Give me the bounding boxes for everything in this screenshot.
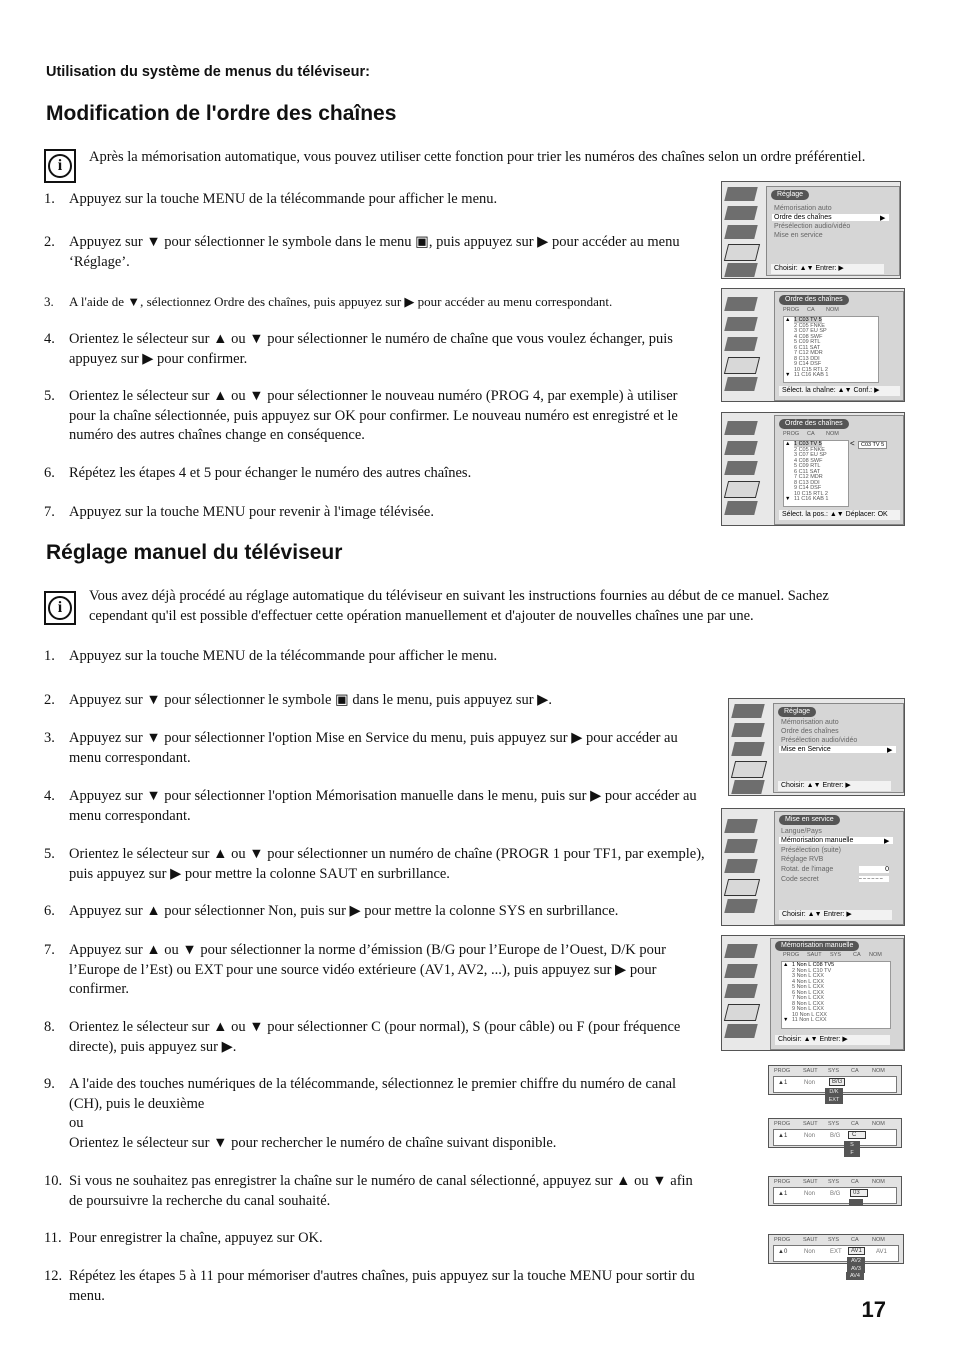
column-header: CA [851,1179,859,1185]
setup-tab-icon [731,761,767,778]
menu-tabs [724,415,760,523]
features-tab-icon [724,461,757,475]
picture-tab-icon [724,819,757,833]
table-row: 10 C15 RTL 2 [794,366,828,373]
table-row: 5 C09 RTL [794,339,821,345]
s2-step-4: 4. Appuyez sur ▼ pour sélectionner l'option Mémorisation manuelle dans le menu, puis sur ▶ pour accéder au menu correspondant. [44,788,697,824]
prog-value: ▲1 [778,1191,788,1197]
pointer-icon: < [850,439,855,448]
menu-item: Réglage RVB [781,856,824,863]
s2-step-1: 1. Appuyez sur la touche MENU de la télécommande pour afficher le menu. [44,648,498,664]
s1-step-5: 5. Orientez le sélecteur sur ▲ ou ▼ pour sélectionner le nouveau numéro (PROG 4, par exemple) à utiliser pour la chaîne sélectionnée, puis appuyez sur OK pour confirmer. Le nouveau numéro est enregistré et le numéro des autres chaînes change en conséquence. [44,388,678,443]
s1-step-7: 7. Appuyez sur la touche MENU pour revenir à l'image télévisée. [44,504,434,520]
s1-step-4: 4. Orientez le sélecteur sur ▲ ou ▼ pour sélectionner le numéro de chaîne que vous voulez échanger, puis appuyez sur ▶ pour confirmer. [44,331,673,367]
column-header: PROG [783,431,800,437]
menu-item: Présélection (suite) [781,847,841,854]
s2-step-9: 9. A l'aide des touches numériques de la télécommande, sélectionnez le premier chiffre du numéro de canal (CH), puis le deuxième ou Orientez le sélecteur sur ▼ pour rechercher le numéro de chaîne suivant disponible. [44,1076,677,1151]
column-header: PROG [774,1237,791,1243]
column-header: SYS [828,1068,840,1074]
section2-title: Réglage manuel du téléviseur [46,541,343,564]
arrow-down-icon: ▼ [785,496,791,502]
column-header: PROG [774,1068,791,1074]
menu-item: Présélection audio/vidéo [781,737,858,744]
av-option: AV2 [847,1257,865,1265]
prog-value: ▲0 [778,1249,788,1255]
menu-tabs [724,811,760,923]
section1-intro: Après la mémorisation automatique, vous pouvez utiliser cette fonction pour trier les numéros des chaînes selon un ordre préférentiel. [89,149,866,165]
menu-panel [774,291,904,401]
screen-reglage [721,181,901,279]
panel-footer: Sélect. la chaîne: ▲▼ Conf.: ▶ [779,386,900,396]
page-number: 17 [861,1297,886,1322]
panel-title: Mise en service [779,815,840,825]
channel-table [783,440,849,507]
screen-reglage-2 [728,698,905,796]
info-icon: i [44,149,76,183]
table-row: 5 C09 RTL [794,463,821,469]
channel-table [781,961,891,1029]
arrow-down-icon: ▼ [785,372,791,378]
screen-ordre-1 [721,288,905,402]
panel-title: Réglage [778,707,816,717]
menu-item-selected: Mise en Service [779,746,896,753]
column-header: CA [851,1121,859,1127]
sys-option: D/K [825,1088,843,1096]
sys-option: EXT [825,1096,843,1104]
table-row: 2 C05 FNKE [794,446,825,453]
arrow-right-icon: ▶ [880,215,886,222]
strip-row [773,1187,897,1204]
sound-tab-icon [724,206,757,220]
sys-value: B/G [830,1191,841,1197]
table-row: 3 C07 EU SP [794,452,827,458]
s2-step-3: 3. Appuyez sur ▼ pour sélectionner l'option Mise en Service du menu, puis appuyez sur ▶ pour accéder au menu correspondant. [44,730,678,766]
table-row: 1 Non L C08 TV5 [792,962,835,968]
moving-channel: C03 TV 5 [858,441,887,449]
section1-title: Modification de l'ordre des chaînes [46,102,397,125]
menu-item-selected: Ordre des chaînes [772,214,889,221]
info-icon: i [44,591,76,625]
sound-tab-icon [731,723,764,737]
column-header: SYS [830,952,842,958]
menu-item: Langue/Pays [781,828,822,835]
ca-value: C [848,1131,866,1139]
menu-panel [773,703,904,793]
menu-item-selected: Mémorisation manuelle [779,837,893,844]
features-tab-icon [724,859,757,873]
panel-title: Ordre des chaînes [779,419,849,429]
arrow-up-icon: ▲ [785,441,791,447]
prog-value: ▲1 [778,1133,788,1139]
screen-mise-en-service [721,808,905,926]
column-header: NOM [872,1179,885,1185]
panel-footer: Sélect. la pos.: ▲▼ Déplacer: OK [779,510,900,520]
saut-value: Non [804,1133,816,1139]
strip-channel-number [768,1176,902,1206]
teletext-tab-icon [724,1024,757,1038]
panel-title: Mémorisation manuelle [775,941,859,951]
menu-item: Code secret [781,876,819,883]
column-header: PROG [774,1179,791,1185]
column-header: CA [851,1237,859,1243]
sound-tab-icon [724,317,757,331]
saut-value: Non [804,1080,816,1086]
s1-step-3: 3. A l'aide de ▼, sélectionnez Ordre des chaînes, puis appuyez sur ▶ pour accéder au menu correspondant. [44,294,613,309]
table-row: 10 C15 RTL 2 [794,490,828,497]
ca-option: F [844,1149,860,1157]
table-row: 11 Non L CXX [792,1017,827,1023]
column-header: SYS [828,1121,840,1127]
column-header: CA [853,952,861,958]
setup-tab-icon [724,879,760,896]
table-row: 8 C13 DDI [794,355,820,362]
menu-panel [774,415,904,525]
menu-item: Mémorisation auto [781,719,839,726]
s2-step-8: 8. Orientez le sélecteur sur ▲ ou ▼ pour sélectionner C (pour normal), S (pour câble) ou F (pour fréquence directe), puis appuyez sur ▶. [44,1019,681,1055]
table-row: 6 C11 SAT [794,468,821,475]
panel-footer: Choisir: ▲▼ Entrer: ▶ [771,264,884,274]
table-row: 7 C12 MDR [794,474,823,480]
table-row: 9 C14 DSF [794,361,822,367]
column-header: CA [807,431,815,437]
sound-tab-icon [724,839,757,853]
table-row: 5 Non L CXX [792,984,824,990]
table-row: 4 Non L CXX [792,978,824,985]
table-row: 6 C11 SAT [794,344,821,351]
s1-step-6: 6. Répétez les étapes 4 et 5 pour échanger le numéro des autres chaînes. [44,465,472,481]
table-row: 8 C13 DDI [794,479,820,486]
picture-tab-icon [724,421,757,435]
s2-step-7: 7. Appuyez sur ▲ ou ▼ pour sélectionner la norme d’émission (B/G pour l’Europe de l’Ouest, D/K pour l’Europe de l’Est) ou EXT pour une source vidéo extérieure (AV1, AV2, ...), puis appuyez sur ▶ pour confirmer. [44,942,666,997]
column-header: NOM [872,1121,885,1127]
menu-item: Mise en service [774,232,823,239]
strip-av-selection [768,1234,904,1272]
menu-tabs [731,701,767,793]
sys-value: EXT [830,1249,842,1255]
table-row: 10 Non L CXX [792,1011,827,1018]
teletext-tab-icon [724,377,757,391]
table-row: 8 Non L CXX [792,1000,824,1007]
table-row: 11 C16 KAB 1 [794,372,829,378]
column-header: NOM [826,431,839,437]
rotation-value: 0 [859,866,889,873]
teletext-tab-icon [724,899,757,913]
code-value: – – – – – – [859,876,889,882]
sound-tab-icon [724,964,757,978]
screen-ordre-2 [721,412,905,526]
picture-tab-icon [724,297,757,311]
panel-footer: Choisir: ▲▼ Entrer: ▶ [779,910,892,920]
picture-tab-icon [724,187,757,201]
table-row: 9 C14 DSF [794,485,822,491]
column-header: SYS [828,1237,840,1243]
column-header: PROG [774,1121,791,1127]
section2-intro: Vous avez déjà procédé au réglage automatique du téléviseur en suivant les instructions fournies au début de ce manuel. Sachez cependant qu'il est possible d'effectuer cette opération manuellement et d'ajouter de nouvelles chaînes une par une. [89,588,829,624]
picture-tab-icon [724,944,757,958]
features-tab-icon [731,742,764,756]
prog-value: ▲1 [778,1080,788,1086]
teletext-tab-icon [724,263,757,277]
menu-item: Mémorisation auto [774,205,832,212]
setup-tab-icon [724,357,760,374]
ca-cursor [849,1199,863,1205]
menu-item: Ordre des chaînes [781,728,839,735]
channel-table [783,316,879,383]
screen-memorisation-manuelle [721,935,905,1051]
strip-row [773,1245,899,1262]
table-row: 4 C08 SWF [794,457,823,464]
column-header: PROG [783,307,800,313]
panel-footer: Choisir: ▲▼ Entrer: ▶ [775,1035,890,1045]
ca-value: AV1 [848,1247,865,1255]
s1-step-2: 2. Appuyez sur ▼ pour sélectionner le symbole dans le menu ▣, puis appuyez sur ▶ pour accéder au menu ‘Réglage’. [44,234,680,270]
picture-tab-icon [731,704,764,718]
arrow-right-icon: ▶ [884,838,890,845]
table-row: 1 C03 TV 5 [794,441,822,447]
column-header: SYS [828,1179,840,1185]
table-row: 2 Non L C10 TV [792,967,832,974]
features-tab-icon [724,337,757,351]
teletext-tab-icon [731,780,764,794]
menu-tabs [724,938,760,1048]
menu-panel [770,938,904,1050]
saut-value: Non [804,1191,816,1197]
column-header: SAUT [807,952,822,958]
features-tab-icon [724,984,757,998]
panel-title: Ordre des chaînes [779,295,849,305]
sys-value: B/G [829,1078,845,1086]
strip-sys-selection [768,1065,902,1103]
menu-panel [774,811,904,925]
column-header: NOM [826,307,839,313]
av-option: AV3 [847,1265,865,1273]
setup-tab-icon [724,244,760,261]
table-row: 6 Non L CXX [792,989,824,996]
menu-item: Rotat. de l'image [781,866,834,873]
nom-value: AV1 [876,1249,887,1255]
teletext-tab-icon [724,501,757,515]
setup-tab-icon [724,481,760,498]
table-row: 3 C07 EU SP [794,328,827,334]
s1-step-1: 1. Appuyez sur la touche MENU de la télécommande pour afficher le menu. [44,191,498,207]
column-header: SAUT [803,1068,818,1074]
menu-item: Présélection audio/vidéo [774,223,851,230]
menu-tabs [724,184,760,276]
s2-step-2: 2. Appuyez sur ▼ pour sélectionner le symbole ▣ dans le menu, puis appuyez sur ▶. [44,692,552,708]
column-header: CA [807,307,815,313]
arrow-up-icon: ▲ [783,962,789,968]
column-header: NOM [872,1068,885,1074]
strip-row [773,1129,897,1146]
s2-step-11: 11. Pour enregistrer la chaîne, appuyez sur OK. [44,1230,323,1246]
s2-step-5: 5. Orientez le sélecteur sur ▲ ou ▼ pour sélectionner un numéro de chaîne (PROGR 1 pour TF1, par exemple), puis appuyez sur ▶ pour mettre la colonne SAUT en surbrillance. [44,846,705,882]
av-option: AV4 [846,1272,864,1280]
s2-step-12: 12. Répétez les étapes 5 à 11 pour mémoriser d'autres chaînes, puis appuyez sur la touche MENU pour sortir du menu. [44,1268,695,1304]
table-row: 11 C16 KAB 1 [794,496,829,502]
ca-option: S [844,1141,860,1149]
panel-footer: Choisir: ▲▼ Entrer: ▶ [778,781,891,791]
column-header: NOM [872,1237,885,1243]
panel-title: Réglage [771,190,809,200]
table-row: 7 Non L CXX [792,995,824,1001]
s2-step-6: 6. Appuyez sur ▲ pour sélectionner Non, puis sur ▶ pour mettre la colonne SYS en surbrillance. [44,903,619,919]
section-subtitle: Utilisation du système de menus du téléviseur: [46,64,370,80]
table-row: 7 C12 MDR [794,350,823,356]
arrow-down-icon: ▼ [783,1017,789,1023]
column-header: PROG [783,952,800,958]
arrow-up-icon: ▲ [785,317,791,323]
column-header: CA [851,1068,859,1074]
column-header: NOM [869,952,882,958]
table-row: 1 C03 TV 5 [794,317,822,323]
menu-panel [766,186,900,276]
arrow-right-icon: ▶ [887,747,893,754]
features-tab-icon [724,225,757,239]
sys-value: B/G [830,1133,841,1139]
setup-tab-icon [724,1004,760,1021]
column-header: SAUT [803,1121,818,1127]
table-row: 3 Non L CXX [792,973,824,979]
ca-value: 03 [850,1189,868,1197]
menu-tabs [724,291,760,399]
column-header: SAUT [803,1179,818,1185]
saut-value: Non [804,1249,816,1255]
strip-ca-selection [768,1118,902,1156]
table-row: 4 C08 SWF [794,333,823,340]
column-header: SAUT [803,1237,818,1243]
sound-tab-icon [724,441,757,455]
s2-step-10: 10. Si vous ne souhaitez pas enregistrer la chaîne sur le numéro de canal sélectionné, appuyez sur ▲ ou ▼ afin de poursuivre la recherche du canal souhaité. [44,1173,693,1209]
table-row: 9 Non L CXX [792,1006,824,1012]
table-row: 2 C05 FNKE [794,322,825,329]
